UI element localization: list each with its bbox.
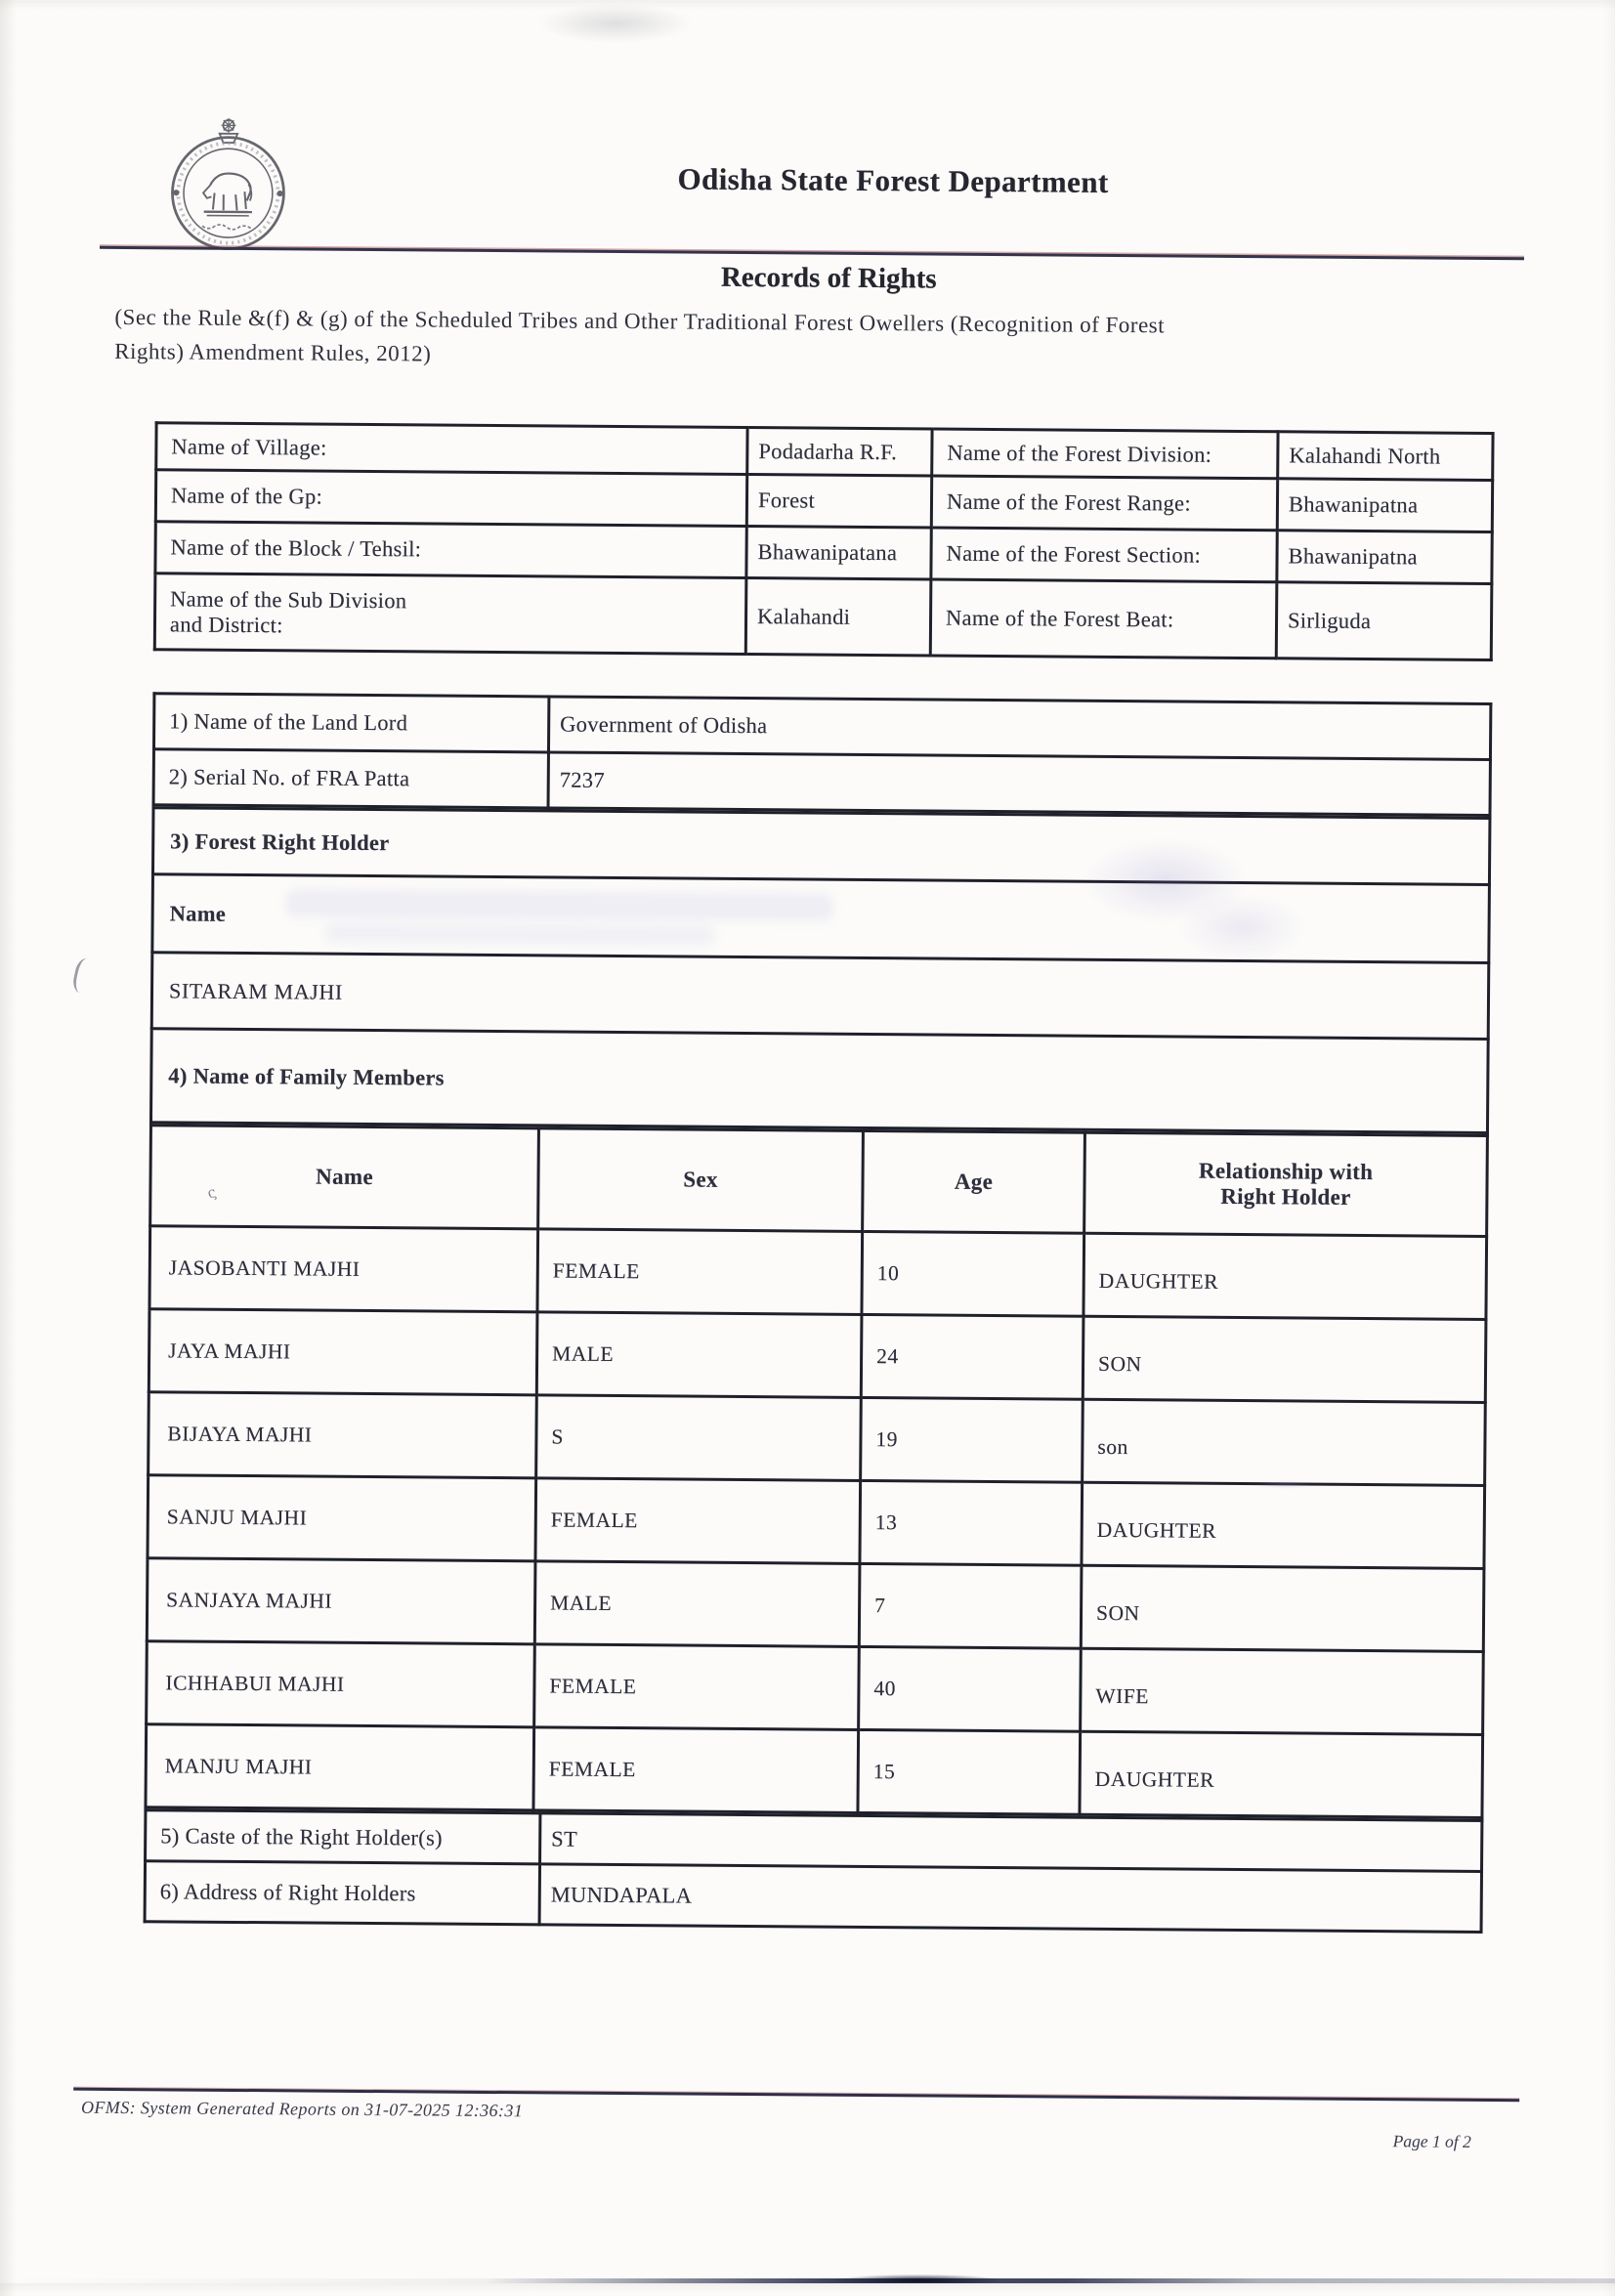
member-sex: S — [536, 1395, 862, 1481]
field-value: MUNDAPALA — [539, 1864, 1481, 1933]
table-row — [149, 1309, 1486, 1403]
field-value: Kalahandi North — [1278, 432, 1493, 481]
family-members-heading: 4) Name of Family Members — [150, 1029, 1488, 1133]
field-label: Name of the Forest Section: — [931, 528, 1277, 582]
member-relationship: DAUGHTER — [1080, 1731, 1483, 1817]
member-name: ICHHABUI MAJHI — [147, 1641, 535, 1727]
field-label: 6) Address of Right Holders — [145, 1861, 539, 1925]
member-relationship: DAUGHTER — [1084, 1233, 1487, 1319]
pen-mark — [71, 957, 97, 995]
forest-right-holder-section — [149, 806, 1492, 1134]
member-age: 40 — [859, 1646, 1082, 1731]
field-value: Bhawanipatna — [1277, 479, 1492, 532]
col-header-name: Name — [150, 1126, 539, 1229]
field-label: 1) Name of the Land Lord — [153, 694, 548, 752]
member-sex: FEMALE — [537, 1229, 863, 1315]
field-label: 2) Serial No. of FRA Patta — [153, 749, 548, 808]
table-row — [147, 1558, 1484, 1652]
table-row — [147, 1641, 1484, 1735]
odisha-state-emblem-icon — [152, 106, 304, 258]
field-value: Podadarha R.F. — [747, 428, 932, 476]
field-value: Forest — [746, 475, 931, 528]
field-value: Bhawanipatana — [746, 527, 931, 579]
field-label: 5) Caste of the Right Holder(s) — [146, 1810, 540, 1864]
member-name: BIJAYA MAJHI — [149, 1392, 537, 1478]
table-row — [148, 1475, 1485, 1569]
member-age: 13 — [860, 1480, 1083, 1565]
footer-page-number: Page 1 of 2 — [1392, 2131, 1471, 2151]
member-name: SANJAYA MAJHI — [147, 1558, 535, 1644]
member-relationship: WIFE — [1081, 1648, 1484, 1734]
holder-name-heading: Name — [152, 874, 1490, 963]
member-name: JASOBANTI MAJHI — [149, 1226, 538, 1312]
stray-mark: ς — [204, 1182, 219, 1203]
col-header-age: Age — [863, 1130, 1085, 1233]
family-members-table — [144, 1124, 1488, 1819]
doc-subtitle: (Sec the Rule &(f) & (g) of the Scheduled Tribes and Other Traditional Forest Owellers (Recognition of Forest Rights) Amendment Rules, 2012) — [114, 304, 1166, 366]
field-label: Name of Village: — [156, 423, 747, 475]
field-value: 7237 — [548, 752, 1490, 816]
member-relationship: son — [1083, 1399, 1486, 1485]
member-sex: FEMALE — [533, 1727, 859, 1813]
table-row — [149, 1392, 1486, 1486]
member-relationship: SON — [1083, 1316, 1486, 1402]
holder-name: SITARAM MAJHI — [151, 953, 1489, 1040]
field-label: Name of the Forest Beat: — [930, 579, 1277, 659]
member-sex: MALE — [534, 1561, 860, 1647]
member-sex: FEMALE — [534, 1644, 860, 1730]
field-label: Name of the Forest Range: — [931, 476, 1277, 531]
table-row — [146, 1724, 1483, 1818]
member-sex: FEMALE — [535, 1478, 861, 1564]
field-value: Kalahandi — [745, 578, 931, 656]
forest-right-holder-heading: 3) Forest Right Holder — [152, 808, 1489, 885]
field-value: ST — [540, 1813, 1482, 1872]
table-row — [149, 1226, 1487, 1320]
member-age: 7 — [859, 1563, 1082, 1648]
doc-title: Records of Rights — [720, 261, 937, 295]
field-value: Bhawanipatna — [1277, 531, 1492, 584]
member-age: 15 — [858, 1729, 1081, 1814]
member-relationship: DAUGHTER — [1082, 1482, 1485, 1568]
department-title: Odisha State Forest Department — [677, 161, 1109, 199]
field-label: Name of the Block / Tehsil: — [155, 522, 746, 578]
col-header-relationship: Relationship with Right Holder — [1084, 1132, 1488, 1236]
caste-address-table — [144, 1808, 1484, 1934]
member-name: JAYA MAJHI — [149, 1309, 537, 1395]
village-info-table — [153, 421, 1495, 661]
field-label: Name of the Gp: — [155, 470, 746, 527]
land-lord-table — [152, 692, 1493, 817]
field-label: Name of the Forest Division: — [932, 429, 1278, 479]
member-age: 24 — [861, 1314, 1084, 1399]
member-relationship: SON — [1081, 1565, 1484, 1651]
member-name: MANJU MAJHI — [146, 1724, 534, 1810]
field-value: Sirliguda — [1276, 582, 1492, 660]
footer-generated-text: OFMS: System Generated Reports on 31-07-2025 12:36:31 — [80, 2097, 524, 2121]
col-header-sex: Sex — [538, 1128, 864, 1232]
member-age: 19 — [861, 1397, 1084, 1482]
member-age: 10 — [862, 1231, 1084, 1316]
member-name: SANJU MAJHI — [148, 1475, 536, 1561]
field-label: Name of the Sub Division and District: — [154, 574, 746, 655]
member-sex: MALE — [536, 1312, 862, 1398]
field-value: Government of Odisha — [548, 697, 1490, 760]
